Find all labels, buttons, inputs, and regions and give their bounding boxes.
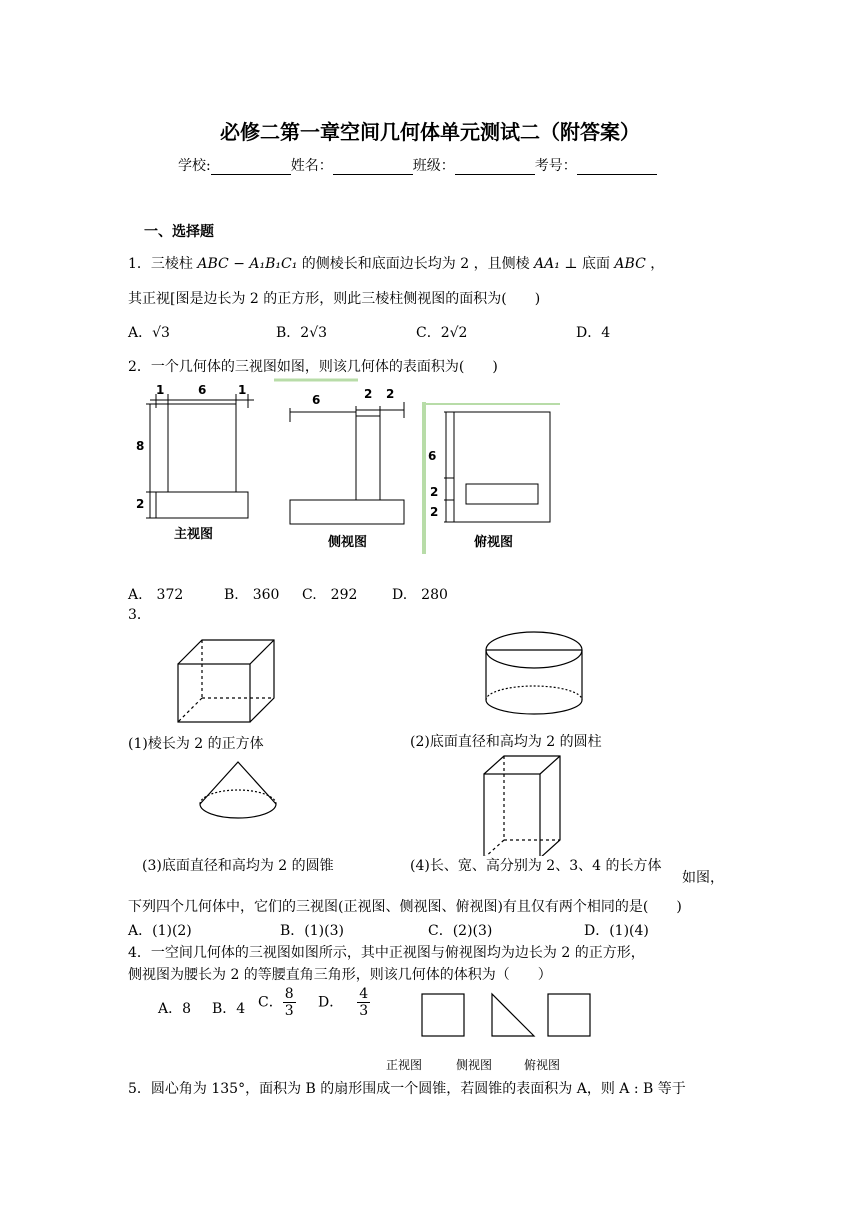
top-dim-2b: 2 xyxy=(430,505,439,519)
q3-ruzhi: 如图， xyxy=(682,870,724,886)
q3-option-c[interactable]: C．(2)(3) xyxy=(428,923,493,939)
q4-option-c[interactable] xyxy=(258,986,296,1019)
q3-caption-4: (4)长、宽、高分别为 2、3、4 的长方体 xyxy=(410,858,662,874)
question-5: 5．圆心角为 135°，面积为 B 的扇形围成一个圆锥，若圆锥的表面积为 A，则 A : B 等于 xyxy=(128,1081,686,1097)
side-view-pillar xyxy=(356,416,380,500)
frac-c-num: 8 xyxy=(284,986,294,1002)
front-dim-6: 6 xyxy=(198,383,207,397)
q1-option-a-label: A． xyxy=(128,325,153,341)
q1-text-post: ⊥ 底面 xyxy=(559,256,615,272)
q1-math-edge: AA₁ xyxy=(534,256,560,272)
front-view-base xyxy=(156,492,248,518)
q1-option-b[interactable] xyxy=(276,322,327,342)
student-info-line xyxy=(178,155,657,175)
front-view-label: 主视图 xyxy=(174,527,214,542)
q4-option-d[interactable] xyxy=(318,986,370,1019)
q4-line2: 侧视图为腰长为 2 的等腰直角三角形，则该几何体的体积为（ ） xyxy=(128,967,552,983)
q2-three-view-figure xyxy=(128,378,568,558)
q4-option-b[interactable]: B．4 xyxy=(212,1001,246,1017)
q1-option-d[interactable] xyxy=(576,322,610,342)
q4-option-c-fraction xyxy=(283,986,296,1019)
q1-option-b-value: 2√3 xyxy=(300,325,328,341)
q3-caption-3: (3)底面直径和高均为 2 的圆锥 xyxy=(142,858,334,874)
exam-no-label: 考号： xyxy=(534,158,577,174)
q1-option-c[interactable] xyxy=(416,322,467,342)
q4-top-square xyxy=(548,994,590,1036)
question-2: 2．一个几何体的三视图如图，则该几何体的表面积为( ) xyxy=(128,359,498,375)
q1-math-prism: ABC − A₁B₁C₁ xyxy=(197,256,298,272)
front-view-pillar xyxy=(168,404,236,492)
q4-option-c-label: C． xyxy=(258,994,283,1011)
exam-no-blank[interactable] xyxy=(577,160,657,175)
q4-view-label-side: 侧视图 xyxy=(456,1058,493,1072)
q3-question-text: 下列四个几何体中，它们的三视图(正视图、侧视图、俯视图)有且仅有两个相同的是( ) xyxy=(128,899,682,915)
q1-math-base: ABC xyxy=(614,256,646,272)
name-blank[interactable] xyxy=(333,160,413,175)
q1-number: 1． xyxy=(128,256,151,272)
frac-c-den: 3 xyxy=(284,1003,294,1019)
frac-d-den: 3 xyxy=(359,1003,369,1019)
front-dim-2: 2 xyxy=(136,497,145,511)
q4-front-square xyxy=(422,994,464,1036)
q4-view-label-top: 俯视图 xyxy=(524,1058,561,1072)
side-dim-2b: 2 xyxy=(386,387,395,401)
q1-text-mid: 的侧棱长和底面边长均为 2 ，且侧棱 xyxy=(297,256,535,272)
q3-option-d[interactable]: D．(1)(4) xyxy=(584,923,649,939)
side-dim-2a: 2 xyxy=(364,387,373,401)
question-3-number: 3． xyxy=(128,607,151,623)
q2-option-a[interactable]: A. 372 xyxy=(128,587,184,603)
q1-option-d-label: D． xyxy=(576,325,602,341)
section-heading: 一、选择题 xyxy=(144,224,214,240)
top-view-label: 俯视图 xyxy=(474,535,514,550)
top-view-outline xyxy=(454,412,550,522)
q4-option-a[interactable]: A．8 xyxy=(158,1001,192,1017)
question-1 xyxy=(128,253,664,273)
frac-d-num: 4 xyxy=(359,986,369,1002)
front-dim-1a: 1 xyxy=(156,383,165,397)
page-title: 必修二第一章空间几何体单元测试二（附答案） xyxy=(220,120,640,144)
q3-caption-1: (1)棱长为 2 的正方体 xyxy=(128,736,264,752)
q1-option-c-label: C． xyxy=(416,325,441,341)
side-view-base xyxy=(290,500,404,524)
q1-option-a-value: √3 xyxy=(152,325,170,341)
q3-option-b[interactable]: B．(1)(3) xyxy=(280,923,344,939)
q1-option-a[interactable] xyxy=(128,322,170,342)
front-dim-1b: 1 xyxy=(238,383,247,397)
q1-text-end: ， xyxy=(645,256,665,272)
q1-option-b-label: B． xyxy=(276,325,301,341)
class-label: 班级： xyxy=(412,158,455,174)
cuboid-figure xyxy=(484,756,560,856)
name-label: 姓名： xyxy=(290,158,333,174)
q3-caption-2: (2)底面直径和高均为 2 的圆柱 xyxy=(410,734,602,750)
q4-option-d-fraction xyxy=(357,986,370,1019)
q2-option-d[interactable]: D. 280 xyxy=(392,587,448,603)
cylinder-figure xyxy=(486,632,582,714)
cone-figure xyxy=(200,762,276,818)
school-label: 学校: xyxy=(178,158,211,174)
top-dim-6: 6 xyxy=(428,449,437,463)
q1-line2: 其正视[图是边长为 2 的正方形，则此三棱柱侧视图的面积为( ) xyxy=(128,291,541,307)
side-dim-6: 6 xyxy=(312,393,321,407)
q1-option-d-value: 4 xyxy=(601,325,611,341)
class-blank[interactable] xyxy=(455,160,535,175)
school-blank[interactable] xyxy=(211,160,291,175)
q3-option-a[interactable]: A．(1)(2) xyxy=(128,923,192,939)
side-view-label: 侧视图 xyxy=(328,535,368,550)
q1-text-pre: 三棱柱 xyxy=(150,256,198,272)
q2-option-b[interactable]: B. 360 xyxy=(224,587,280,603)
q4-side-triangle xyxy=(492,994,534,1036)
q4-three-view-figure xyxy=(420,990,600,1040)
top-view-inner-rect xyxy=(466,484,538,504)
q2-option-c[interactable]: C. 292 xyxy=(302,587,358,603)
cube-figure xyxy=(178,640,274,722)
top-dim-2a: 2 xyxy=(430,485,439,499)
q4-view-label-front: 正视图 xyxy=(386,1058,423,1072)
front-dim-8: 8 xyxy=(136,439,145,453)
q4-line1: 4．一空间几何体的三视图如图所示，其中正视图与俯视图均为边长为 2 的正方形， xyxy=(128,945,645,961)
q1-option-c-value: 2√2 xyxy=(440,325,468,341)
q4-option-d-label: D． xyxy=(318,994,344,1011)
